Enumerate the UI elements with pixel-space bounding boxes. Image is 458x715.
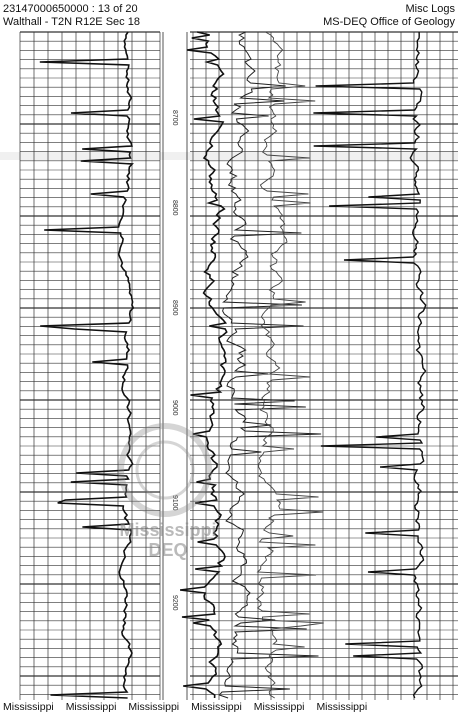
watermark-text: Mississippi DEQ bbox=[119, 520, 217, 560]
footer-text: Mississippi bbox=[3, 701, 54, 713]
well-id-label: 23147000650000 : 13 of 20 bbox=[3, 3, 138, 15]
depth-label: 9000 bbox=[171, 400, 178, 416]
log-curve bbox=[257, 32, 324, 698]
depth-label: 8800 bbox=[171, 200, 178, 216]
log-curve bbox=[313, 32, 425, 698]
watermark-seal bbox=[121, 426, 209, 514]
footer-text: Mississippi bbox=[316, 701, 368, 713]
log-type-label: Misc Logs bbox=[405, 3, 455, 15]
log-curves bbox=[40, 32, 426, 698]
depth-label: 9200 bbox=[171, 595, 178, 611]
footer-text: Mississippi bbox=[191, 701, 242, 713]
location-label: Walthall - T2N R12E Sec 18 bbox=[3, 16, 140, 28]
depth-label: 8900 bbox=[171, 300, 178, 316]
footer-watermark bbox=[3, 701, 458, 713]
footer-text: Mississippi bbox=[65, 701, 117, 713]
office-label: MS-DEQ Office of Geology bbox=[323, 16, 455, 28]
depth-label: 8700 bbox=[171, 110, 178, 126]
log-curve bbox=[219, 32, 321, 698]
scan-band bbox=[0, 152, 458, 160]
depth-label: 9100 bbox=[171, 495, 178, 511]
log-curve bbox=[40, 32, 134, 698]
footer-text: Mississippi bbox=[128, 701, 180, 713]
log-grid bbox=[0, 32, 458, 700]
footer-text: Mississippi bbox=[253, 701, 305, 713]
